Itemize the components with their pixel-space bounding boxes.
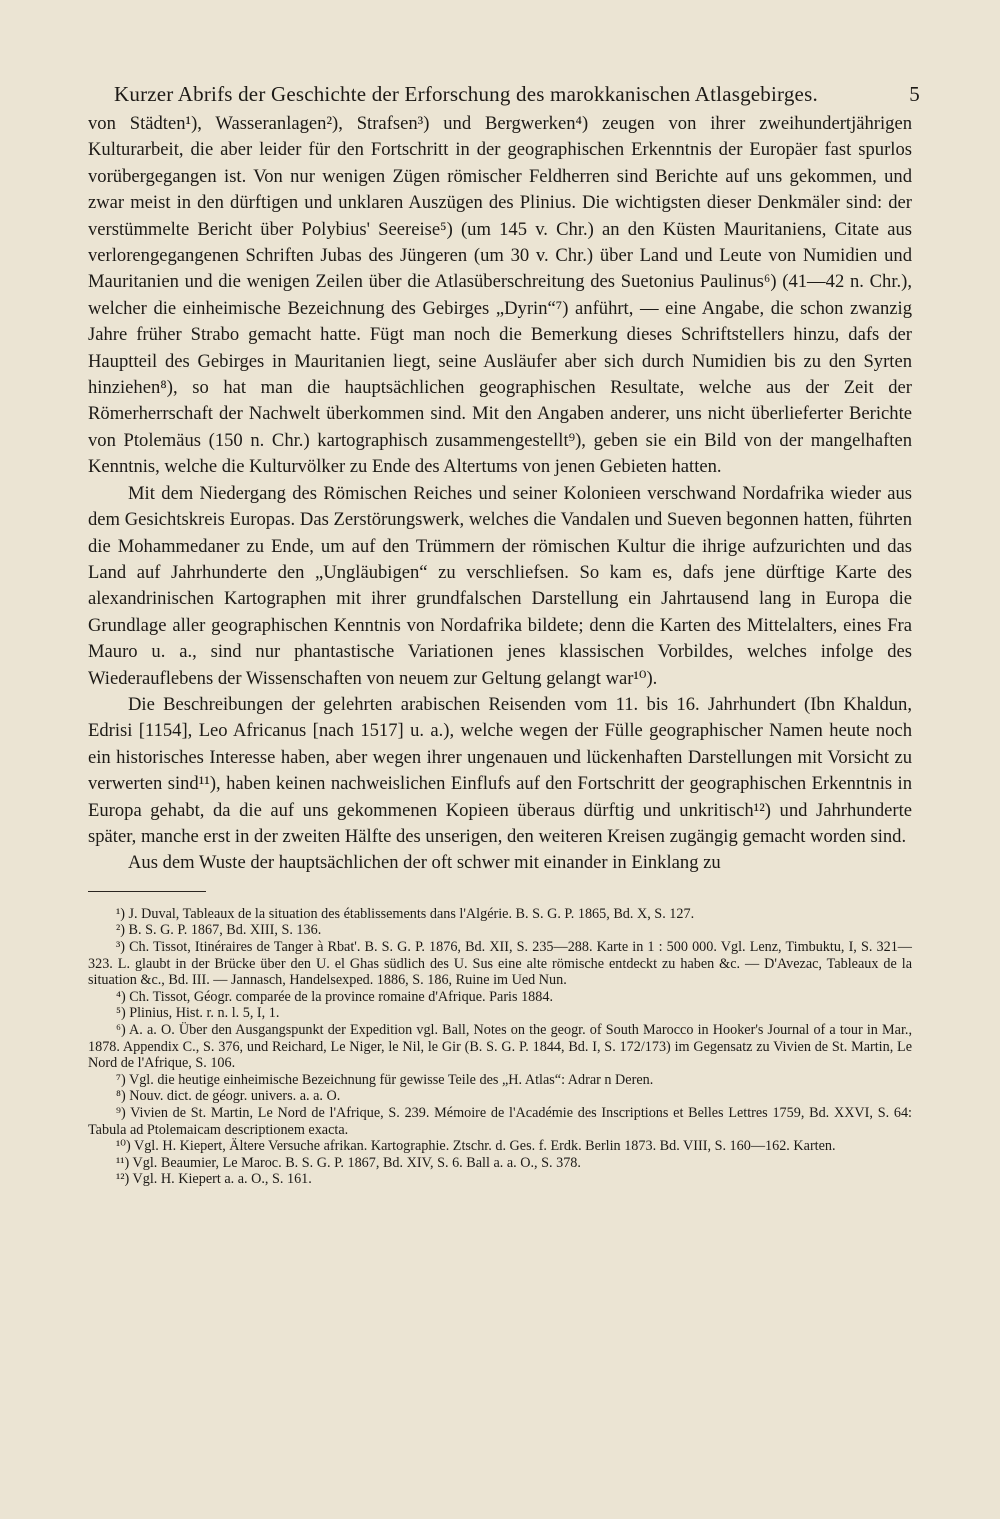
running-title: Kurzer Abrifs der Geschichte der Erforschung des marokkanischen Atlasgebirges.	[114, 82, 818, 106]
running-header	[114, 82, 920, 107]
footnote: ³) Ch. Tissot, Itinéraires de Tanger à Rbat'. B. S. G. P. 1876, Bd. XII, S. 235—288. Karte in 1 : 500 000. Vgl. Lenz, Timbuktu, I, S. 321—323. L. glaubt in der Brücke über den U. el Ghas südlich des U. Sus eine alte römische entdeckt zu haben &c. — D'Avezac, Tableaux de la situation &c., Bd. III. — Jannasch, Handelsexped. 1886, S. 186, Ruine im Ued Nun.	[88, 938, 912, 989]
paragraph: von Städten¹), Wasseranlagen²), Strafsen³) und Bergwerken⁴) zeugen von ihrer zweihundertjährigen Kulturarbeit, die aber leider für den Fortschritt in der geographischen Erkenntnis der Europäer fast spurlos vorübergegangen ist. Von nur wenigen Zügen römischer Feldherren sind Berichte auf uns gekommen, und zwar meist in den dürftigen und unklaren Auszügen des Plinius. Die wichtigsten dieser Denkmäler sind: der verstümmelte Bericht über Polybius' Seereise⁵) (um 145 v. Chr.) an den Küsten Mauritaniens, Citate aus verlorengegangenen Schriften Jubas des Jüngeren (um 30 v. Chr.) über Land und Leute von Numidien und Mauritanien und die wenigen Zeilen über die Atlasüberschreitung des Suetonius Paulinus⁶) (41—42 n. Chr.), welcher die einheimische Bezeichnung des Gebirges „Dyrin“⁷) anführt, — eine Angabe, die schon zwanzig Jahre früher Strabo gemacht hatte. Fügt man noch die Bemerkung dieses Schriftstellers hinzu, dafs der Hauptteil des Gebirges in Mauritanien liegt, seine Ausläufer aber sich durch Numidien bis zu den Syrten hinziehen⁸), so hat man die hauptsächlichen geographischen Resultate, welche aus der Zeit der Römerherrschaft der Nachwelt überkommen sind. Mit den Angaben anderer, uns nicht überlieferter Berichte von Ptolemäus (150 n. Chr.) kartographisch zusammengestellt⁹), geben sie ein Bild von der mangelhaften Kenntnis, welche die Kulturvölker zu Ende des Altertums von jenen Gebieten hatten.	[88, 113, 912, 478]
paragraph: Mit dem Niedergang des Römischen Reiches und seiner Kolonieen verschwand Nordafrika wieder aus dem Gesichtskreis Europas. Das Zerstörungswerk, welches die Vandalen und Sueven begonnen hatten, führten die Mohammedaner zu Ende, um auf den Trümmern der römischen Kultur die ihrige aufzurichten und das Land auf Jahrhunderte den „Ungläubigen“ zu verschliefsen. So kam es, dafs jene dürftige Karte des alexandrinischen Kartographen mit ihrer grundfalschen Darstellung ein Jahrtausend lang in Europa die Grundlage aller geographischen Kenntnis von Nordafrika bildete; denn die Karten des Mittelalters, eines Fra Mauro u. a., sind nur phantastische Variationen jenes klassischen Vorbildes, welches infolge des Wiederauflebens der Wissenschaften von neuem zur Geltung gelangt war¹⁰).	[88, 482, 912, 689]
footnote: ⁹) Vivien de St. Martin, Le Nord de l'Afrique, S. 239. Mémoire de l'Académie des Inscriptions et Belles Lettres 1759, Bd. XXVI, S. 64: Tabula ad Ptolemaicam descriptionem exacta.	[88, 1104, 912, 1138]
footnote-divider	[88, 891, 206, 892]
footnote: ⁴) Ch. Tissot, Géogr. comparée de la province romaine d'Afrique. Paris 1884.	[116, 988, 553, 1005]
footnotes	[88, 906, 912, 1188]
main-text	[88, 111, 912, 877]
footnote: ⁷) Vgl. die heutige einheimische Bezeichnung für gewisse Teile des „H. Atlas“: Adrar n Deren.	[116, 1071, 654, 1088]
footnote: ¹¹) Vgl. Beaumier, Le Maroc. B. S. G. P. 1867, Bd. XIV, S. 6. Ball a. a. O., S. 378.	[116, 1154, 581, 1171]
page-number: 5	[909, 82, 920, 106]
footnote: ¹²) Vgl. H. Kiepert a. a. O., S. 161.	[116, 1171, 312, 1188]
footnote: ²) B. S. G. P. 1867, Bd. XIII, S. 136.	[116, 922, 322, 939]
footnote: ⁸) Nouv. dict. de géogr. univers. a. a. O.	[116, 1088, 341, 1105]
footnote: ¹⁰) Vgl. H. Kiepert, Ältere Versuche afrikan. Kartographie. Ztschr. d. Ges. f. Erdk. Berlin 1873. Bd. VIII, S. 160—162. Karten.	[116, 1138, 836, 1155]
paragraph: Die Beschreibungen der gelehrten arabischen Reisenden vom 11. bis 16. Jahrhundert (Ibn Khaldun, Edrisi [1154], Leo Africanus [nach 1517] u. a.), welche wegen der Fülle geographischer Namen heute noch ein historisches Interesse haben, aber wegen ihrer ungenauen und lückenhaften Darstellungen mit Vorsicht zu verwerten sind¹¹), haben keinen nachweislichen Einflufs auf den Fortschritt der geographischen Erkenntnis in Europa gehabt, da die auf uns gekommenen Kopieen überaus dürftig und unkritisch¹²) und Jahrhunderte später, manche erst in der zweiten Hälfte des unserigen, den weiteren Kreisen zugängig gemacht worden sind.	[88, 693, 912, 847]
footnote: ¹) J. Duval, Tableaux de la situation des établissements dans l'Algérie. B. S. G. P. 1865, Bd. X, S. 127.	[116, 905, 695, 922]
footnote: ⁵) Plinius, Hist. r. n. l. 5, I, 1.	[116, 1005, 280, 1022]
footnote: ⁶) A. a. O. Über den Ausgangspunkt der Expedition vgl. Ball, Notes on the geogr. of South Marocco in Hooker's Journal of a tour in Mar., 1878. Appendix C., S. 376, und Reichard, Le Niger, le Nil, le Gir (B. S. G. P. 1844, Bd. I, S. 172/173) im Gegensatz zu Vivien de St. Martin, Le Nord de l'Afrique, S. 106.	[88, 1021, 912, 1072]
paragraph: Aus dem Wuste der hauptsächlichen der oft schwer mit einander in Einklang zu	[128, 852, 721, 874]
